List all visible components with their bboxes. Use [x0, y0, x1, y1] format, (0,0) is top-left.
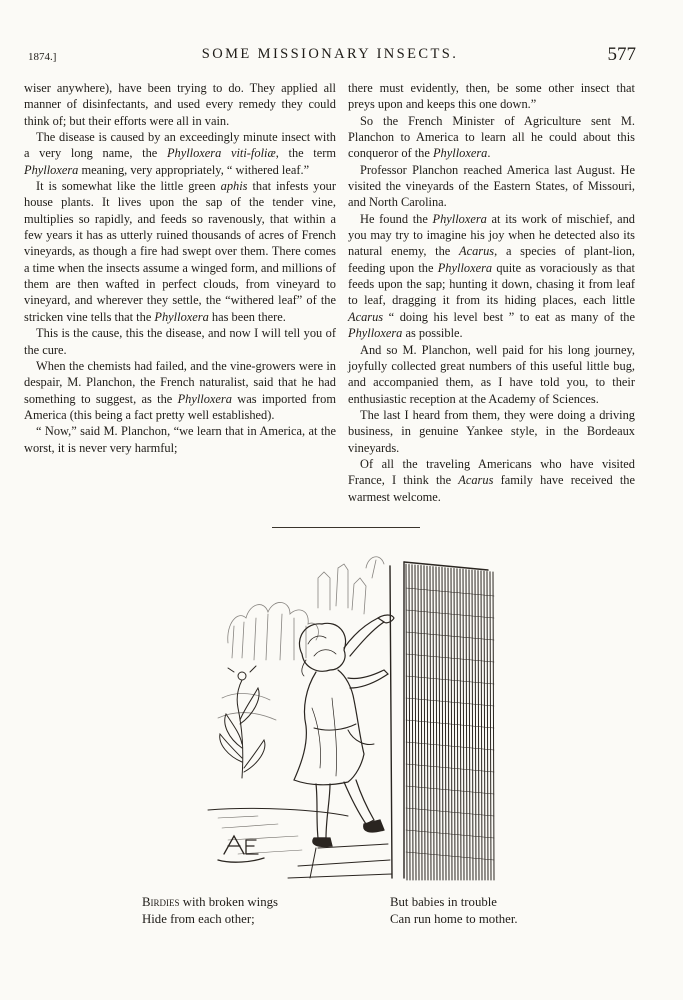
- text-run: Of all the traveling Americans who have visited France, I think the: [348, 456, 635, 488]
- text-run: at its work of mischief, and you may try to imagine his joy when he detected also its natural enemy, the: [348, 211, 635, 259]
- door-hatch-line: [433, 567, 434, 880]
- paragraph: [348, 162, 635, 211]
- text-run: “ Now,” said M. Planchon, “we learn that in America, at the worst, it is never very harmful;: [24, 424, 336, 455]
- text-run: Phylloxera viti-foliæ: [166, 146, 276, 161]
- paragraph: [348, 211, 635, 342]
- door-hatch-line: [472, 570, 473, 880]
- door-hatch-line: [430, 566, 431, 880]
- text-run: Phylloxera: [432, 146, 488, 161]
- text-run: Professor Planchon reached America last August. He visited the vineyards of the Eastern States, of Missouri, and North Carolina.: [348, 162, 635, 210]
- text-run: .: [487, 146, 491, 161]
- header-title: SOME MISSIONARY INSECTS.: [201, 46, 459, 62]
- text-run: quite as voraciously as that feeds upon the sap; hunting it down, chasing it from leaf to leaf, dragging it from its hiding places, each little: [348, 260, 636, 308]
- door-hatch-line: [406, 720, 494, 728]
- text-run: And so M. Planchon, well paid for his long journey, joyfully collected great numbers of this useful little bug, and accompanied them, as I have told you, to their enthusiastic reception at the Academy of Sciences.: [348, 342, 635, 406]
- verse-line: Can run home to mother.: [390, 912, 518, 926]
- door-hatch-line: [484, 571, 485, 880]
- text-run: Acarus: [458, 473, 494, 488]
- text-run: wiser anywhere), have been trying to do. They applied all manner of disinfectants, and used every remedy they could think of; but their efforts were all in vain.: [24, 81, 336, 128]
- door-hatch-line: [409, 564, 410, 880]
- left-text-column: [24, 80, 336, 456]
- text-run: This is the cause, this the disease, and now I will tell you of the cure.: [24, 326, 336, 357]
- text-run: So the French Minister of Agriculture sent M. Planchon to America to learn all he could about this conqueror of the: [348, 113, 635, 161]
- door-hatch-line: [421, 566, 422, 880]
- verse-stanza-left: [142, 894, 278, 928]
- door-hatch-line: [487, 571, 488, 880]
- text-run: aphis: [220, 179, 248, 194]
- text-run: The disease is caused by an exceedingly minute insect with a very long name, the: [24, 130, 336, 161]
- text-run: Phylloxera: [24, 162, 79, 177]
- right-text-column: [348, 80, 635, 505]
- door-hatch-line: [469, 570, 470, 880]
- text-run: that infests your house plants. It lives upon the sap of the tender vine, multiplies so rapidly, and feeds so ravenously, that within a few years it has as utterly ruined thousands of acres of French vineyards, as though a fire had swept over them. There comes a time when the insects assume a winged form, and millions of them are then wafted in perfect clouds, from vineyard to vineyard, and wherever they settle, the “withered leaf” of the stricken vine tells that the: [24, 179, 337, 324]
- text-run: Phylloxera: [177, 391, 232, 406]
- door-hatch-line: [406, 764, 494, 772]
- door-hatch-line: [478, 571, 479, 880]
- paragraph: [348, 80, 635, 113]
- text-run: Phylloxera: [432, 211, 487, 226]
- page-number: 577: [607, 44, 636, 65]
- text-run: meaning, very appropriately, “ withered leaf.”: [78, 162, 310, 177]
- text-run: Phylloxera: [348, 326, 403, 341]
- section-divider: [272, 527, 420, 528]
- paragraph: [24, 178, 336, 325]
- running-header: [24, 44, 636, 74]
- verse-line: Hide from each other;: [142, 912, 255, 926]
- text-run: It is somewhat like the little green: [36, 179, 221, 194]
- text-run: family have received the warmest welcome.: [348, 473, 635, 504]
- paragraph: [348, 113, 635, 162]
- text-run: The last I heard from them, they were doing a driving business, in genuine Yankee style, in the Bordeaux vineyards.: [348, 407, 635, 455]
- text-run: When the chemists had failed, and the vine-growers were in despair, M. Planchon, the French naturalist, said that he had something to suggest, as the: [24, 358, 336, 406]
- paragraph: [24, 325, 336, 358]
- header-year: 1874.]: [28, 51, 57, 63]
- paragraph: [24, 129, 336, 178]
- door-hatch-line: [460, 569, 461, 880]
- door-hatch-line: [406, 742, 494, 750]
- door-hatch-line: [475, 570, 476, 880]
- door-hatch-line: [412, 565, 413, 880]
- paragraph: [24, 80, 336, 129]
- verse-line: But babies in trouble: [390, 895, 497, 909]
- verse-stanza-right: [390, 894, 518, 928]
- text-run: Acarus: [348, 309, 384, 324]
- text-run: there must evidently, then, be some other insect that preys upon and keeps this one down.”: [348, 81, 635, 112]
- verse-first-word: Birdies: [142, 895, 180, 909]
- text-run: , a species of plant-lion, feeding upon the: [348, 244, 635, 275]
- door-hatch-line: [481, 571, 482, 880]
- door-hatch-line: [466, 570, 467, 880]
- text-run: was imported from America (this being a fact pretty well established).: [24, 391, 336, 422]
- text-run: Phylloxera: [437, 260, 493, 275]
- paragraph: [348, 456, 635, 505]
- text-run: , the term: [275, 146, 337, 161]
- door-hatch-line: [406, 698, 494, 706]
- verse-line-rest: with broken wings: [179, 895, 279, 909]
- paragraph: [24, 358, 336, 423]
- door-hatch-line: [418, 565, 419, 880]
- door-hatch-line: [424, 566, 425, 880]
- text-run: “ doing his level best ” to eat as many of the: [383, 309, 635, 324]
- paragraph: [24, 423, 336, 456]
- door-hatch-line: [406, 564, 407, 880]
- child-at-door-illustration: [198, 548, 498, 883]
- text-run: He found the: [360, 211, 433, 226]
- door-hatch-line: [427, 566, 428, 880]
- text-run: Phylloxera: [154, 309, 209, 324]
- verse-line: [142, 894, 278, 911]
- paragraph: [348, 342, 635, 407]
- door-hatch-line: [463, 569, 464, 880]
- text-run: has been there.: [208, 309, 286, 324]
- paragraph: [348, 407, 635, 456]
- door-hatch-line: [415, 565, 416, 880]
- door-hatch-line: [406, 676, 494, 684]
- text-run: Acarus: [459, 244, 495, 259]
- text-run: as possible.: [402, 326, 463, 341]
